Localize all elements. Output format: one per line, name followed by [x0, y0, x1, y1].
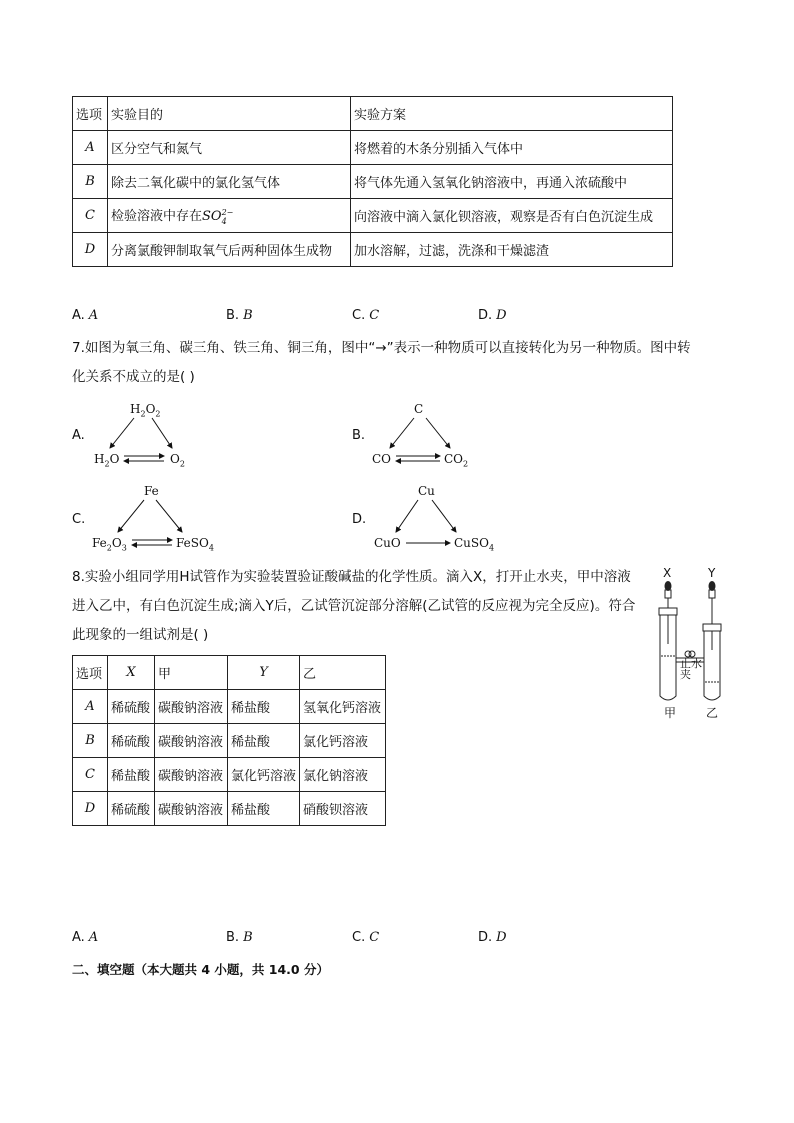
header-option: 选项	[73, 656, 108, 690]
row-plan: 将燃着的木条分别插入气体中	[351, 131, 673, 165]
row-option: A	[73, 131, 108, 165]
row-goal: 分离氯酸钾制取氧气后两种固体生成物	[108, 233, 351, 267]
diagram-label: A.	[72, 428, 85, 443]
question-8-line2: 进入乙中，有白色沉淀生成;滴入Y后，乙试管沉淀部分溶解(乙试管的反应视为完全反应)。符合	[72, 598, 636, 614]
node-top: Fe	[144, 484, 159, 498]
question-8	[72, 563, 662, 650]
row-x: 稀硫酸	[108, 792, 155, 826]
row-option: B	[73, 165, 108, 199]
node-left: $H_2O$	[94, 452, 120, 469]
label-clamp: 止水 夹	[680, 657, 702, 681]
node-right: $CO_2$	[444, 452, 469, 469]
row-y: 稀盐酸	[228, 792, 300, 826]
table-row	[73, 724, 386, 758]
row-y: 氯化钙溶液	[228, 758, 300, 792]
diagram-b	[352, 398, 492, 470]
choice-c[interactable]: C. C	[352, 930, 380, 945]
row-option: D	[73, 792, 108, 826]
header-y: Y	[228, 656, 300, 690]
table-row	[73, 131, 673, 165]
choice-b[interactable]: B. B	[226, 930, 253, 945]
header-yi: 乙	[300, 656, 386, 690]
row-plan: 向溶液中滴入氯化钡溶液，观察是否有白色沉淀生成	[351, 199, 673, 233]
row-yi: 氢氧化钙溶液	[300, 690, 386, 724]
row-option: C	[73, 199, 108, 233]
arrows	[352, 482, 512, 554]
node-left: CO	[372, 452, 392, 466]
table-row	[73, 758, 386, 792]
table-row	[73, 165, 673, 199]
diagram-label: D.	[352, 512, 367, 527]
node-right: $O_2$	[170, 452, 185, 469]
diagram-c	[72, 482, 232, 554]
row-goal: 除去二氧化碳中的氯化氢气体	[108, 165, 351, 199]
choice-c[interactable]: C. C	[352, 308, 380, 323]
diagram-a	[72, 398, 212, 470]
reagent-table	[72, 655, 386, 826]
experiment-table	[72, 96, 673, 267]
row-jia: 碳酸钠溶液	[155, 792, 228, 826]
question-7-line2: 化关系不成立的是( )	[72, 369, 195, 385]
row-goal	[108, 199, 351, 233]
row-jia: 碳酸钠溶液	[155, 690, 228, 724]
node-left: CuO	[374, 536, 401, 550]
diagram-label: B.	[352, 428, 366, 443]
table-header-row	[73, 97, 673, 131]
label-x: X	[663, 566, 672, 580]
diagram-d	[352, 482, 512, 554]
row-option: B	[73, 724, 108, 758]
section-heading: 二、填空题（本大题共 4 小题，共 14.0 分）	[72, 962, 329, 977]
question-8-line3: 此现象的一组试剂是( )	[72, 627, 209, 643]
table-row	[73, 199, 673, 233]
node-top: Cu	[418, 484, 435, 498]
row-x: 稀盐酸	[108, 758, 155, 792]
node-left: $Fe_2O_3$	[92, 536, 127, 553]
header-x: X	[108, 656, 155, 690]
h-tube-apparatus	[654, 566, 726, 718]
node-right: FeSO$_4$	[176, 536, 214, 553]
row-option: D	[73, 233, 108, 267]
choice-d[interactable]: D. D	[478, 930, 507, 945]
node-top: $H_2O_2$	[130, 402, 161, 419]
question-7	[72, 334, 722, 392]
choice-a[interactable]: A. A	[72, 930, 99, 945]
row-plan: 将气体先通入氢氧化钠溶液中，再通入浓硫酸中	[351, 165, 673, 199]
row-yi: 硝酸钡溶液	[300, 792, 386, 826]
choice-a[interactable]: A. A	[72, 308, 99, 323]
row-jia: 碳酸钠溶液	[155, 724, 228, 758]
header-plan: 实验方案	[351, 97, 673, 131]
tube-drawing	[654, 578, 726, 702]
node-right: CuSO$_4$	[454, 536, 495, 553]
arrows	[72, 398, 212, 470]
label-jia: 甲	[664, 706, 677, 720]
question-8-line1: 8.实验小组同学用H试管作为实验装置验证酸碱盐的化学性质。滴入X，打开止水夹，甲中溶液	[72, 569, 631, 585]
header-jia: 甲	[155, 656, 228, 690]
table-header-row	[73, 656, 386, 690]
table-row	[73, 690, 386, 724]
label-yi: 乙	[706, 706, 719, 720]
table-row	[73, 233, 673, 267]
row-plan: 加水溶解，过滤，洗涤和干燥滤渣	[351, 233, 673, 267]
row-option: C	[73, 758, 108, 792]
row-yi: 氯化钙溶液	[300, 724, 386, 758]
choice-d[interactable]: D. D	[478, 308, 507, 323]
row-jia: 碳酸钠溶液	[155, 758, 228, 792]
node-top: C	[414, 402, 424, 416]
header-goal: 实验目的	[108, 97, 351, 131]
choice-b[interactable]: B. B	[226, 308, 253, 323]
sulfate-formula: SO 2− 4	[202, 207, 234, 226]
row-yi: 氯化钠溶液	[300, 758, 386, 792]
arrows	[352, 398, 492, 470]
table-row	[73, 792, 386, 826]
row-y: 稀盐酸	[228, 724, 300, 758]
question-7-line1: 7.如图为氧三角、碳三角、铁三角、铜三角，图中“→”表示一种物质可以直接转化为另一种物质。图中转	[72, 340, 691, 356]
diagram-label: C.	[72, 512, 86, 527]
goal-text: 检验溶液中存在	[111, 209, 203, 225]
row-y: 稀盐酸	[228, 690, 300, 724]
arrows	[72, 482, 232, 554]
header-option: 选项	[73, 97, 108, 131]
row-option: A	[73, 690, 108, 724]
label-y: Y	[708, 566, 716, 580]
row-x: 稀硫酸	[108, 724, 155, 758]
row-x: 稀硫酸	[108, 690, 155, 724]
row-goal: 区分空气和氮气	[108, 131, 351, 165]
